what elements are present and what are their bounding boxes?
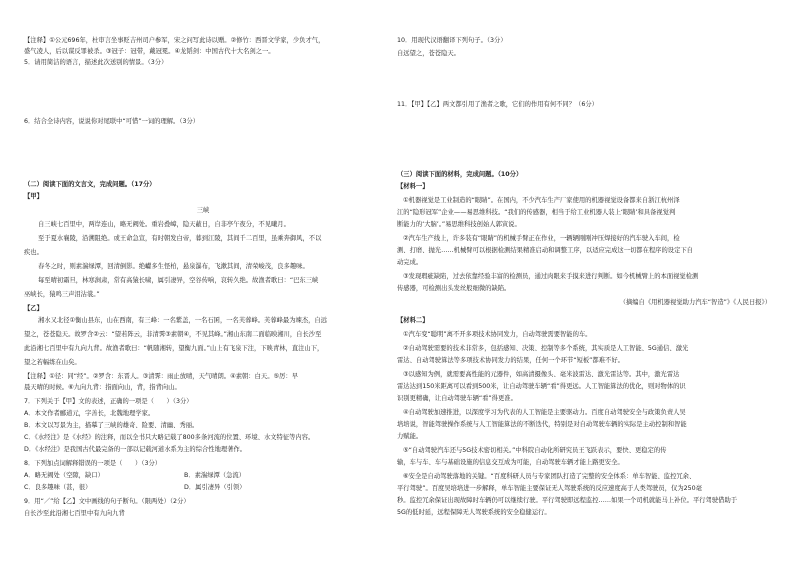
- option-line: A．本文作者郦道元，字善长，北魏地理学家。: [24, 410, 155, 417]
- material-line: 力赋能。: [397, 433, 423, 440]
- material-line: ①机器视觉是工业制造的“眼睛”。在国内，不少汽车生产厂家使用的机器视觉设备都来自浙江杭州泽: [403, 197, 680, 204]
- material-line: 传感器，可检测出头发丝般细微的缺陷。: [397, 285, 511, 292]
- material-line: ③发现瑕疵缺陷，过去依靠经验丰富的检测员，通过肉眼来手摸来进行判断。如今机械臂上的本面视觉检测: [403, 273, 699, 280]
- passage-line: 此沿湘七百里中有九向九背。故渔者歌曰：“帆随湘转，望衡九面。”山上有飞泉下注，下映青林，直注山下，: [24, 345, 324, 352]
- option-line: B．本文以写景为主，描摹了三峡的雄奇、险要、清幽、秀丽。: [24, 422, 199, 429]
- question-11: 11．【甲】【乙】两文都引用了渔者之歌，它们的作用有何不同？（6分）: [397, 101, 598, 108]
- material-line: ⑤“自动驾驶汽车还与5G技术密切相关。”中科院自动化所研究员王飞跃表示，要快、更稳定的传: [403, 447, 667, 454]
- question-10: 10．用现代汉语翻译下列句子。（3分）: [397, 37, 507, 44]
- passage-line: 湘水又北径①衡山县东，山在西南，有三峰：一名紫盖，一名石囷，一名芙蓉峰。芙蓉峰最为竦杰，自远: [38, 317, 328, 324]
- passage-line: 疾也。: [24, 249, 43, 256]
- question-6: 6．结合全诗内容，说说你对尾联中“可惜”一词的理解。（3分）: [24, 118, 200, 125]
- material-line: ④自动驾驶加速推进，以深度学习为代表的人工智能是主要驱动力。百度自动驾驶安全与政策负责人吴: [403, 409, 686, 416]
- note-line: 晨天晴的时候。⑥九向九背：指面向山，背，指背向山。: [24, 384, 181, 391]
- material-line: 输，车与车、车与基础设施的信息交互成为可能，自动驾驶车辆才能上路更安全。: [397, 459, 624, 466]
- material-line: 秒。监控冗余保证出现故障时车辆仍可以继续行驶。平行驾驶即远程监控……如果一个司机就能马上补位。平行驾驶借助于: [397, 497, 738, 504]
- passage-line: 自三峡七百里中，两岸连山，略无阙处。重岩叠嶂，隐天蔽日，自非亭午夜分，不见曦月。: [38, 221, 290, 228]
- option-line: D．属引凄异（引领）: [184, 484, 246, 491]
- material-line: 培培说，智能驾驶操作系统与人工智能算法的不断迭代，特别是对自动驾驶车辆的实际是主动控制和智能: [397, 421, 687, 428]
- material-source: （摘编自《用机器视觉助力汽车“智造”》《人民日报》）: [619, 299, 771, 306]
- passage-line: 巫峡长，猿鸣三声泪沾裳。”: [24, 291, 100, 298]
- section-heading: （三）阅读下面的材料，完成问题。（10分）: [397, 171, 523, 178]
- passage-line: 每至晴初霜旦，林寒涧肃，常有高猿长啸，属引凄异，空谷传响，哀转久绝。故渔者歌曰：“巴东三峡: [38, 277, 319, 284]
- material-line: ③以感知为例，就需要高性能的元器件，如高清摄像头、毫米波雷达、激光雷达等。其中，激光雷达: [403, 371, 680, 378]
- note-line: 【注释】①公元696年，杜审言坐事贬吉州司户参军，宋之问写此诗以赠。②修竹：西晋文学家，少负才气，: [24, 37, 325, 44]
- option-line: B．素湍绿潭（急流）: [184, 472, 245, 479]
- question-8: 8．下列加点词解释错误的一项是（ ）（3分）: [24, 460, 162, 467]
- material-line: 平行驾驶”。百度吴培培进一步解释，单车智能主要保证无人驾驶系统的反应速度高于人类驾驶员，仅为250毫: [397, 485, 702, 492]
- material-line: ②自动驾驶需要的技术非常多，包括感知、决策、控制等多个系统，其实质是人工智能、5G通信、激光: [403, 345, 689, 352]
- option-line: A．略无阙处（空隙，缺口）: [24, 472, 104, 479]
- question-9-sentence: 自长沙至此沿湘七百里中有九向九背: [24, 510, 125, 517]
- material-line: 雷达、自动驾驶算法等多项技术协同发力的结果，任何一个环节“短板”都难不好。: [397, 357, 624, 364]
- material-line: 识别更精确，让自动驾驶车辆“看”得更准。: [397, 395, 517, 402]
- material-line: ①汽车变“聪明”离不开多项技术协同发力，自动驾驶需要智能的车。: [403, 331, 592, 338]
- passage-title: 三峡: [196, 207, 210, 214]
- question-10-sentence: 自远望之，苍苍隐天。: [397, 50, 460, 57]
- option-line: C．《水经注》是《水经》的注释，而以全书只大略记载了800多条河流的位置、环境、水文特征等内容。: [24, 434, 315, 441]
- material-line: 测、打磨、抛光……机械臂可以根据检测结果精准启动和调整工序，以适应完成这一切都在程序的设定下自: [397, 247, 693, 254]
- passage-label: 【乙】: [24, 305, 43, 312]
- passage-label: 【甲】: [24, 193, 43, 200]
- material-line: 动完成。: [397, 259, 423, 266]
- material-line: ⑥安全是自动驾驶落地的关键。“百度科研人员与专家团队打造了完整的安全体系：单车智能、监控冗余、: [403, 473, 696, 480]
- passage-line: 春冬之时，则素湍绿潭，回清倒影。绝巘多生怪柏，悬泉瀑布，飞漱其间，清荣峻茂，良多趣味。: [38, 263, 309, 270]
- note-line: 【注释】①径：同“经”。②罗含：东晋人。③清霁：雨止放晴，天气晴朗。④素朝：白天。⑤厉：早: [24, 373, 299, 380]
- passage-line: 望之，苍苍隐天。故罗含②云：“望若阵云，非清霁③素朝④，不见其峰。”湘山东南二面临映湘川，自长沙至: [24, 331, 322, 338]
- material-line: 雷达达到150米距离可以看到500米，让自动驾驶车辆“看”得更远。人工智能算法的优化，则对物体的识: [397, 383, 686, 390]
- material-line: 江的“隐形冠军”企业——易思维科技。“我们的传感器，相当于给工业机器人装上‘眼睛’和具备视觉判: [397, 209, 676, 216]
- section-heading: （二）阅读下面的文言文，完成问题。（17分）: [24, 181, 156, 188]
- material-line: ②汽车生产线上，许多装有“眼睛”的机械手臂正在作业，一辆辆刚刚冲压焊接好的汽车驶入车间，检: [403, 235, 680, 242]
- note-line: 盛气凌人，后以谋反罪被杀。③冠子：冠带，戴冠冕。④龙韬剑：中国古代十大名剑之一。: [24, 48, 275, 55]
- passage-line: 望之若幅练在山矣。: [24, 359, 81, 366]
- material-label: 【材料一】: [397, 183, 429, 190]
- question-5: 5．请用简洁的语言，描述此次送别的情景。（3分）: [24, 59, 168, 66]
- option-line: D．《水经注》是我国古代最完备的一部以记载河道水系为主的综合性地理著作。: [24, 446, 247, 453]
- question-7: 7．下列关于【甲】文的表述，正确的一项是（ ）（3分）: [24, 398, 193, 405]
- material-line: 5G的低时延，远程保障无人驾驶系统的安全稳健运行。: [397, 509, 551, 516]
- question-9: 9．用“／”给【乙】文中画线的句子断句。（限两处）（2分）: [24, 498, 190, 505]
- option-line: C．良多趣味（甚，很）: [24, 484, 92, 491]
- passage-line: 至于夏水襄陵，沿溯阻绝。或王命急宣，有时朝发白帝，暮到江陵，其间千二百里，虽乘奔御风，不以: [38, 235, 322, 242]
- material-label: 【材料二】: [397, 317, 429, 324]
- material-line: 断能力的‘大脑’。”易思维科技创始人郭寅说。: [397, 221, 521, 228]
